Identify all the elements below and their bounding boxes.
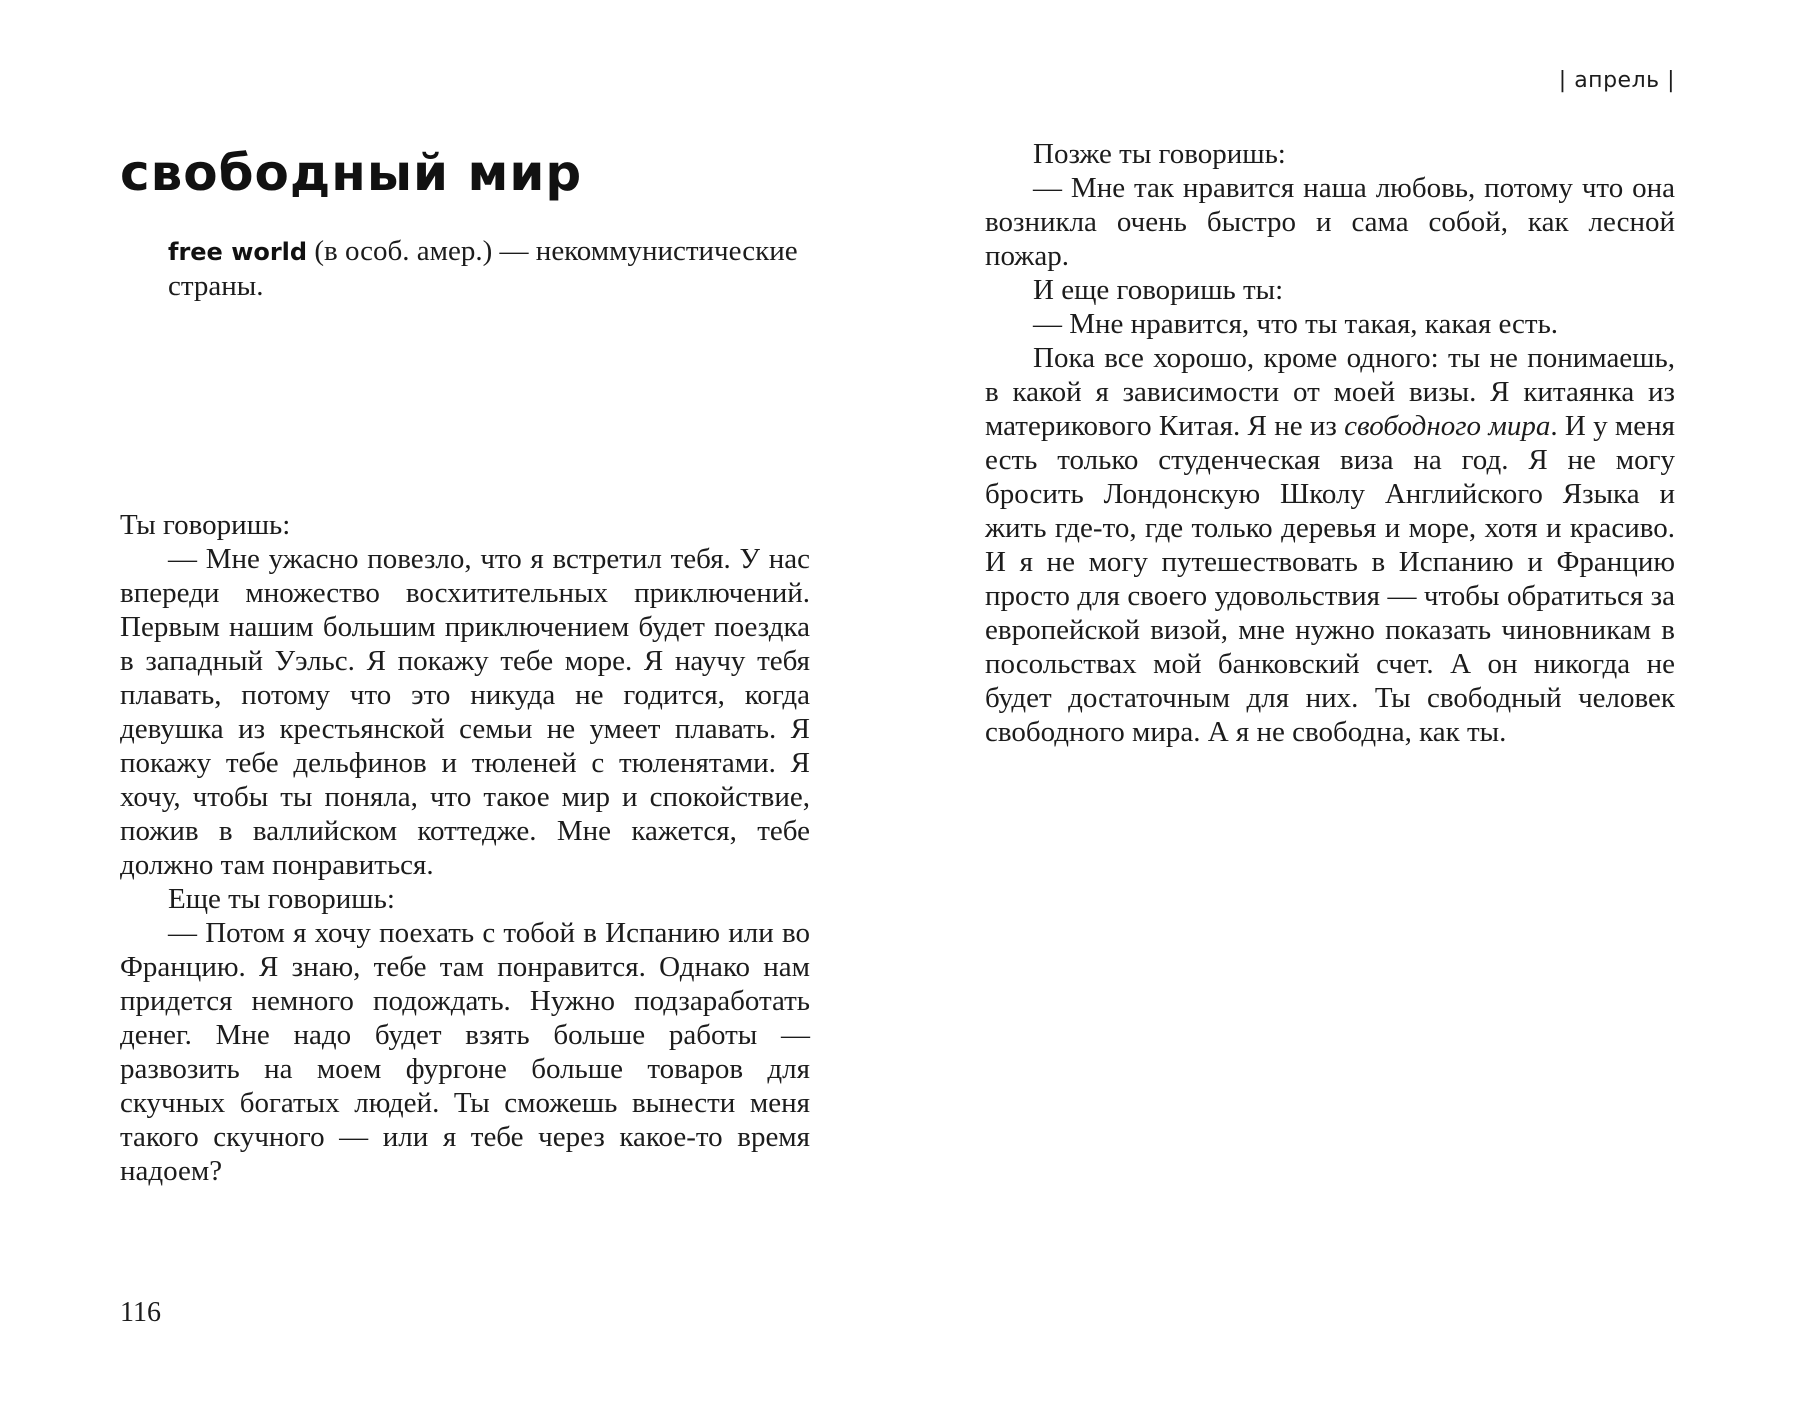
paragraph-text: . И у меня есть только студенческая виза на год. Я не могу бросить Лондонскую Школу Английского Языка и жить где-то, где только деревья и море, хотя и красиво. И я не могу путешествовать в Испанию и Францию просто для своего удовольствия — чтобы обратиться за европейской визой, мне нужно показать чиновникам в посольствах мой банковский счет. А он никогда не будет достаточным для них. Ты свободный человек свободного мира. А я не свободна, как ты.: [985, 410, 1675, 748]
definition-term: free world: [168, 238, 308, 266]
chapter-title: свободный мир: [120, 144, 583, 202]
paragraph: Еще ты говоришь:: [168, 883, 395, 915]
page-number: 116: [120, 1297, 161, 1328]
paragraph: — Мне ужасно повезло, что я встретил тебя. У нас впереди множество восхитительных приключений. Первым нашим большим приключением будет поездка в западный Уэльс. Я покажу тебе море. Я научу тебя плавать, потому что это никуда не годится, когда девушка из крестьянской семьи не умеет плавать. Я покажу тебе дельфинов и тюленей с тюленятами. Я хочу, чтобы ты поняла, что такое мир и спокойствие, пожив в валлийском коттедже. Мне кажется, тебе должно там понравиться.: [120, 543, 810, 881]
left-body-text: [120, 508, 810, 1188]
paragraph: И еще говоришь ты:: [1033, 274, 1284, 306]
paragraph: [985, 341, 1675, 749]
definition-text: (в особ. амер.) — некоммунистические страны.: [168, 235, 798, 302]
paragraph-text: Пока все хорошо, кроме одного: ты не понимаешь, в какой я зависимости от моей визы. Я китаянка из материкового Китая. Я не из: [985, 342, 1675, 442]
left-page: [120, 0, 810, 1404]
paragraph: — Потом я хочу поехать с тобой в Испанию или во Францию. Я знаю, тебе там понравится. Однако нам придется немного подождать. Нужно подзаработать денег. Мне надо будет взять больше работы — развозить на моем фургоне больше товаров для скучных богатых людей. Ты сможешь вынести меня такого скучного — или я тебе через какое-то время надоем?: [120, 917, 810, 1187]
paragraph: Ты говоришь:: [120, 509, 291, 541]
paragraph: — Мне нравится, что ты такая, какая есть.: [1033, 308, 1559, 340]
italic-phrase: свободного мира: [1344, 410, 1551, 442]
right-page: [985, 0, 1675, 1404]
right-body-text: [985, 137, 1675, 749]
running-head: | апрель |: [1558, 68, 1675, 93]
paragraph: Позже ты говоришь:: [1033, 138, 1286, 170]
paragraph: — Мне так нравится наша любовь, потому что она возникла очень быстро и сама собой, как лесной пожар.: [985, 172, 1675, 272]
dictionary-definition: [168, 234, 812, 303]
